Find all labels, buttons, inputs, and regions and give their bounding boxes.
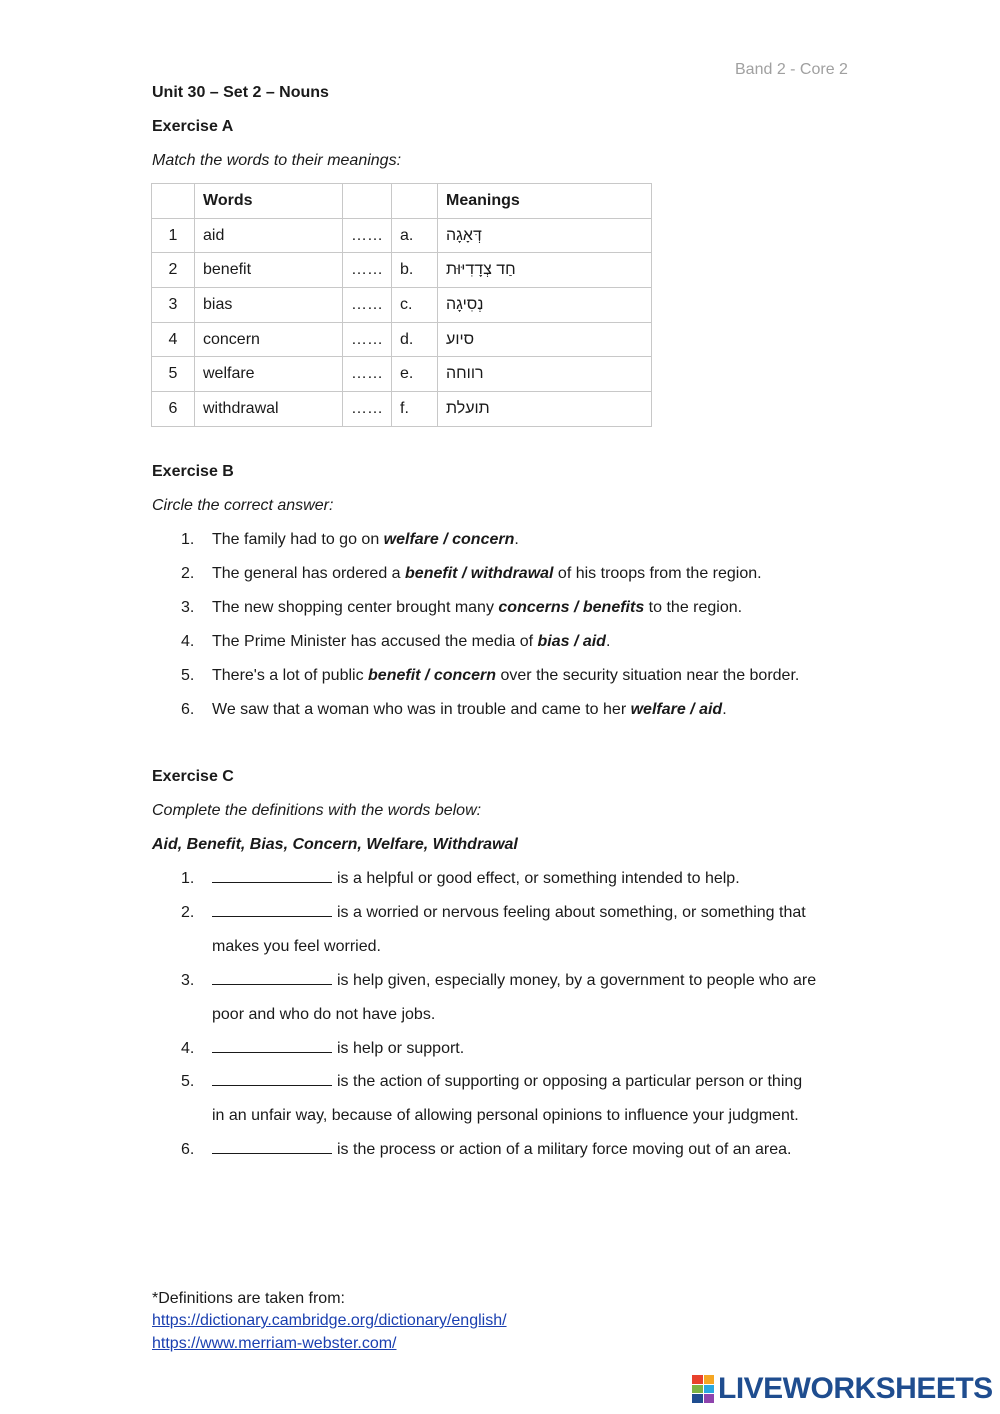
answer-blank[interactable] xyxy=(212,1141,332,1154)
cambridge-link[interactable]: https://dictionary.cambridge.org/dictionary/english/ xyxy=(152,1312,507,1329)
meaning-letter: d. xyxy=(392,322,438,357)
sentence-start: The family had to go on xyxy=(212,531,384,548)
merriam-webster-link[interactable]: https://www.merriam-webster.com/ xyxy=(152,1335,397,1352)
sentence-start: The general has ordered a xyxy=(212,565,406,582)
meaning-letter: b. xyxy=(392,253,438,288)
meaning-cell xyxy=(438,253,652,288)
meaning-letter: e. xyxy=(392,357,438,392)
definition-text: is the process or action of a military force moving out of an area. xyxy=(337,1141,792,1158)
answer-blank[interactable]: …… xyxy=(343,253,392,288)
row-number: 5 xyxy=(152,357,195,392)
meaning-text: סיוע xyxy=(446,330,475,348)
word-cell: aid xyxy=(195,218,343,253)
answer-choice[interactable]: bias / aid xyxy=(537,633,606,650)
table-row xyxy=(152,288,652,323)
definition-text: is a worried or nervous feeling about something, or something that xyxy=(337,904,806,921)
definition-text: is a helpful or good effect, or something intended to help. xyxy=(337,870,740,887)
logo-text: LIVEWORKSHEETS xyxy=(718,1372,993,1405)
definition-continuation: in an unfair way, because of allowing personal opinions to influence your judgment. xyxy=(212,1107,799,1124)
table-row xyxy=(152,357,652,392)
page-header-band: Band 2 - Core 2 xyxy=(735,61,848,78)
word-cell: welfare xyxy=(195,357,343,392)
row-number: 2 xyxy=(152,253,195,288)
sentence xyxy=(212,667,799,685)
row-number: 6 xyxy=(152,392,195,427)
exercise-b-heading: Exercise B xyxy=(152,463,234,480)
sentence-start: We saw that a woman who was in trouble and came to her xyxy=(212,701,631,718)
table-cell xyxy=(152,184,195,219)
page-title: Unit 30 – Set 2 – Nouns xyxy=(152,84,329,101)
word-bank: Aid, Benefit, Bias, Concern, Welfare, Withdrawal xyxy=(152,836,518,853)
word-cell: concern xyxy=(195,322,343,357)
logo-icon xyxy=(692,1375,714,1403)
sentence-end: over the security situation near the border. xyxy=(496,667,800,684)
definition-continuation: poor and who do not have jobs. xyxy=(212,1006,436,1023)
meaning-cell xyxy=(438,392,652,427)
exercise-c-heading: Exercise C xyxy=(152,768,234,785)
answer-blank[interactable]: …… xyxy=(343,357,392,392)
meaning-text: נְסִיגָה xyxy=(446,295,484,313)
meaning-cell xyxy=(438,288,652,323)
item-number: 1. xyxy=(181,531,195,548)
word-cell: bias xyxy=(195,288,343,323)
word-cell: benefit xyxy=(195,253,343,288)
answer-choice[interactable]: benefit / concern xyxy=(368,667,497,684)
item-number: 2. xyxy=(181,565,195,582)
item-number: 4. xyxy=(181,633,195,650)
definition-continuation: makes you feel worried. xyxy=(212,938,381,955)
meaning-text: דְּאָגָה xyxy=(446,226,482,244)
meanings-column-header: Meanings xyxy=(438,184,652,219)
definition-text: is help or support. xyxy=(337,1040,465,1057)
table-row xyxy=(152,253,652,288)
row-number: 4 xyxy=(152,322,195,357)
answer-blank[interactable]: …… xyxy=(343,288,392,323)
meaning-text: תועלת xyxy=(446,399,490,417)
definition-text: is help given, especially money, by a government to people who are xyxy=(337,972,817,989)
item-number: 2. xyxy=(181,904,195,921)
exercise-c-instruction: Complete the definitions with the words below: xyxy=(152,802,482,819)
answer-blank[interactable] xyxy=(212,972,332,985)
answer-blank[interactable] xyxy=(212,1073,332,1086)
sentence-start: The Prime Minister has accused the media of xyxy=(212,633,538,650)
item-number: 6. xyxy=(181,701,195,718)
answer-blank[interactable] xyxy=(212,870,332,883)
answer-blank[interactable]: …… xyxy=(343,392,392,427)
exercise-a-heading: Exercise A xyxy=(152,118,234,135)
sources-label: *Definitions are taken from: xyxy=(152,1290,345,1307)
table-cell xyxy=(343,184,392,219)
item-number: 1. xyxy=(181,870,195,887)
item-number: 5. xyxy=(181,667,195,684)
sentence xyxy=(212,701,727,719)
sentence xyxy=(212,531,519,549)
row-number: 1 xyxy=(152,218,195,253)
answer-blank[interactable] xyxy=(212,904,332,917)
words-column-header: Words xyxy=(195,184,343,219)
item-number: 3. xyxy=(181,599,195,616)
liveworksheets-logo xyxy=(692,1372,993,1406)
answer-blank[interactable]: …… xyxy=(343,218,392,253)
sentence-start: There's a lot of public xyxy=(212,667,369,684)
table-cell xyxy=(392,184,438,219)
meaning-text: רווחה xyxy=(446,365,484,383)
sentence xyxy=(212,565,762,583)
answer-blank[interactable] xyxy=(212,1040,332,1053)
sentence-end: . xyxy=(605,633,611,650)
meaning-letter: f. xyxy=(392,392,438,427)
sentence-end: . xyxy=(514,531,519,548)
item-number: 5. xyxy=(181,1073,195,1090)
exercise-a-instruction: Match the words to their meanings: xyxy=(152,152,402,169)
answer-choice[interactable]: welfare / concern xyxy=(383,531,515,548)
item-number: 4. xyxy=(181,1040,195,1057)
exercise-b-instruction: Circle the correct answer: xyxy=(152,497,334,514)
meaning-letter: c. xyxy=(392,288,438,323)
matching-table xyxy=(151,183,652,427)
item-number: 3. xyxy=(181,972,195,989)
definition-text: is the action of supporting or opposing a particular person or thing xyxy=(337,1073,803,1090)
sentence xyxy=(212,599,742,617)
sentence-end: of his troops from the region. xyxy=(553,565,762,582)
answer-blank[interactable]: …… xyxy=(343,322,392,357)
sentence xyxy=(212,633,610,651)
sentence-end: . xyxy=(722,701,727,718)
answer-choice[interactable]: concerns / benefits xyxy=(498,599,645,616)
answer-choice[interactable]: benefit / withdrawal xyxy=(405,565,554,582)
meaning-letter: a. xyxy=(392,218,438,253)
table-row xyxy=(152,392,652,427)
sentence-end: to the region. xyxy=(644,599,743,616)
sentence-start: The new shopping center brought many xyxy=(212,599,499,616)
meaning-cell xyxy=(438,357,652,392)
word-cell: withdrawal xyxy=(195,392,343,427)
table-row xyxy=(152,322,652,357)
meaning-cell xyxy=(438,218,652,253)
meaning-text: חַד צְדָדִיּוּת xyxy=(446,261,516,279)
item-number: 6. xyxy=(181,1141,195,1158)
meaning-cell xyxy=(438,322,652,357)
answer-choice[interactable]: welfare / aid xyxy=(630,701,723,718)
table-header-row xyxy=(152,184,652,219)
row-number: 3 xyxy=(152,288,195,323)
table-row xyxy=(152,218,652,253)
